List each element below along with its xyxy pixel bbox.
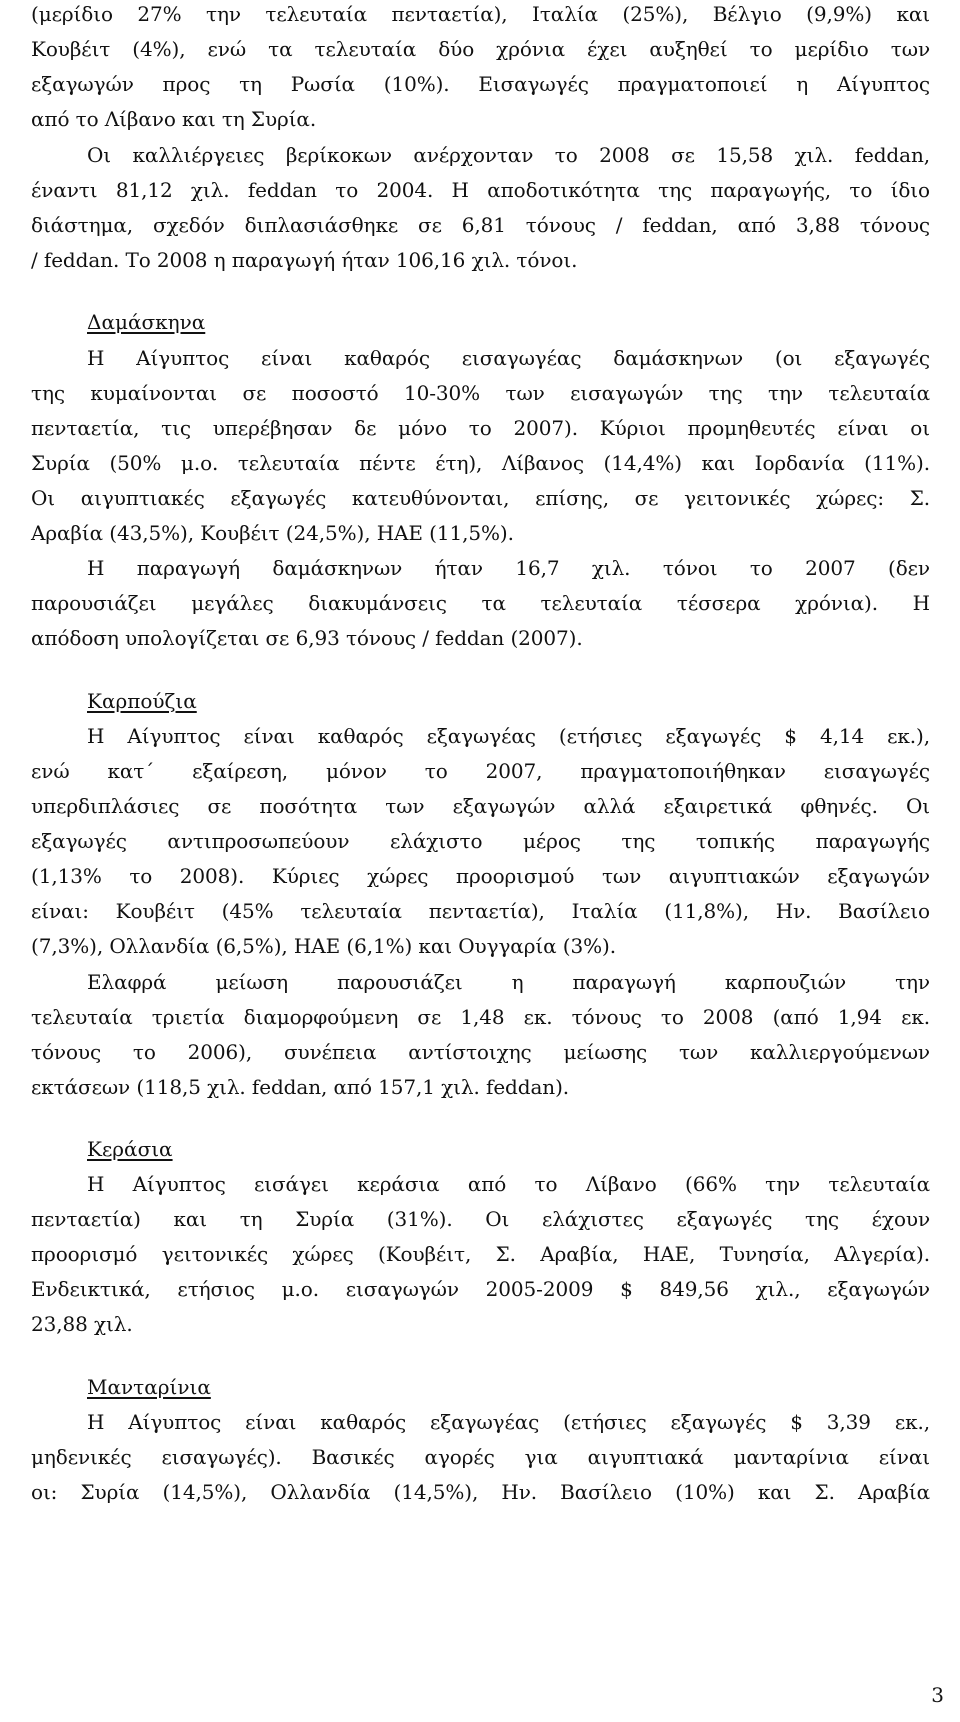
text-line: Η Αίγυπτος είναι καθαρός εισαγωγέας δαμάσκηνων (οι εξαγωγές <box>87 346 930 370</box>
section-heading-plums: Δαμάσκηνα <box>87 310 206 334</box>
text-line: Η Αίγυπτος είναι καθαρός εξαγωγέας (ετήσιες εξαγωγές $ 3,39 εκ., <box>87 1410 930 1434</box>
text-line: πενταετία) και τη Συρία (31%). Οι ελάχιστες εξαγωγές της έχουν <box>31 1207 930 1231</box>
section-heading-cherries: Κεράσια <box>87 1137 173 1161</box>
text-line: πενταετία, τις υπερέβησαν δε μόνο το 2007). Κύριοι προμηθευτές είναι οι <box>31 416 930 440</box>
text-line: τόνους το 2006), συνέπεια αντίστοιχης μείωσης των καλλιεργούμενων <box>31 1040 930 1064</box>
text-line: (7,3%), Ολλανδία (6,5%), ΗΑΕ (6,1%) και Ουγγαρία (3%). <box>31 934 616 958</box>
text-line: μηδενικές εισαγωγές). Βασικές αγορές για αιγυπτιακά μανταρίνια είναι <box>31 1445 930 1469</box>
text-line: της κυμαίνονται σε ποσοστό 10-30% των εισαγωγών της την τελευταία <box>31 381 930 405</box>
text-line: εκτάσεων (118,5 χιλ. feddan, από 157,1 χιλ. feddan). <box>31 1075 570 1099</box>
text-line: οι: Συρία (14,5%), Ολλανδία (14,5%), Ην. Βασίλειο (10%) και Σ. Αραβία <box>31 1480 930 1504</box>
text-line: Ελαφρά μείωση παρουσιάζει η παραγωγή καρπουζιών την <box>87 970 930 994</box>
text-line: Συρία (50% μ.ο. τελευταία πέντε έτη), Λίβανος (14,4%) και Ιορδανία (11%). <box>31 451 930 475</box>
text-line: Οι καλλιέργειες βερίκοκων ανέρχονταν το 2008 σε 15,58 χιλ. feddan, <box>87 143 930 167</box>
text-line: Κουβέιτ (4%), ενώ τα τελευταία δύο χρόνια έχει αυξηθεί το μερίδιο των <box>31 37 930 61</box>
text-line: από το Λίβανο και τη Συρία. <box>31 107 317 131</box>
text-line: υπερδιπλάσιες σε ποσότητα των εξαγωγών αλλά εξαιρετικά φθηνές. Οι <box>31 794 930 818</box>
text-line: τελευταία τριετία διαμορφούμενη σε 1,48 εκ. τόνους το 2008 (από 1,94 εκ. <box>31 1005 930 1029</box>
text-line: εξαγωγών προς τη Ρωσία (10%). Εισαγωγές πραγματοποιεί η Αίγυπτος <box>31 72 930 96</box>
text-line: απόδοση υπολογίζεται σε 6,93 τόνους / feddan (2007). <box>31 626 583 650</box>
text-line: / feddan. Το 2008 η παραγωγή ήταν 106,16 χιλ. τόνοι. <box>31 248 578 272</box>
text-line: ενώ κατ΄ εξαίρεση, μόνον το 2007, πραγματοποιήθηκαν εισαγωγές <box>31 759 930 783</box>
text-line: Αραβία (43,5%), Κουβέιτ (24,5%), ΗΑΕ (11,5%). <box>31 521 514 545</box>
text-line: Ενδεικτικά, ετήσιος μ.ο. εισαγωγών 2005-2009 $ 849,56 χιλ., εξαγωγών <box>31 1277 930 1301</box>
text-line: Η Αίγυπτος εισάγει κεράσια από το Λίβανο (66% την τελευταία <box>87 1172 930 1196</box>
page-number: 3 <box>931 1683 944 1707</box>
text-line: είναι: Κουβέιτ (45% τελευταία πενταετία), Ιταλία (11,8%), Ην. Βασίλειο <box>31 899 930 923</box>
section-heading-watermelons: Καρπούζια <box>87 689 197 713</box>
text-line: Οι αιγυπτιακές εξαγωγές κατευθύνονται, επίσης, σε γειτονικές χώρες: Σ. <box>31 486 930 510</box>
text-line: Η Αίγυπτος είναι καθαρός εξαγωγέας (ετήσιες εξαγωγές $ 4,14 εκ.), <box>87 724 930 748</box>
text-line: Η παραγωγή δαμάσκηνων ήταν 16,7 χιλ. τόνοι το 2007 (δεν <box>87 556 930 580</box>
section-heading-mandarins: Μανταρίνια <box>87 1375 211 1399</box>
text-line: έναντι 81,12 χιλ. feddan το 2004. Η αποδοτικότητα της παραγωγής, το ίδιο <box>31 178 930 202</box>
text-line: 23,88 χιλ. <box>31 1312 133 1336</box>
text-line: παρουσιάζει μεγάλες διακυμάνσεις τα τελευταία τέσσερα χρόνια). Η <box>31 591 930 615</box>
text-line: (1,13% το 2008). Κύριες χώρες προορισμού των αιγυπτιακών εξαγωγών <box>31 864 930 888</box>
text-line: εξαγωγές αντιπροσωπεύουν ελάχιστο μέρος της τοπικής παραγωγής <box>31 829 930 853</box>
text-line: προορισμό γειτονικές χώρες (Κουβέιτ, Σ. Αραβία, ΗΑΕ, Τυνησία, Αλγερία). <box>31 1242 930 1266</box>
text-line: (μερίδιο 27% την τελευταία πενταετία), Ιταλία (25%), Βέλγιο (9,9%) και <box>31 2 930 26</box>
text-line: διάστημα, σχεδόν διπλασιάσθηκε σε 6,81 τόνους / feddan, από 3,88 τόνους <box>31 213 930 237</box>
